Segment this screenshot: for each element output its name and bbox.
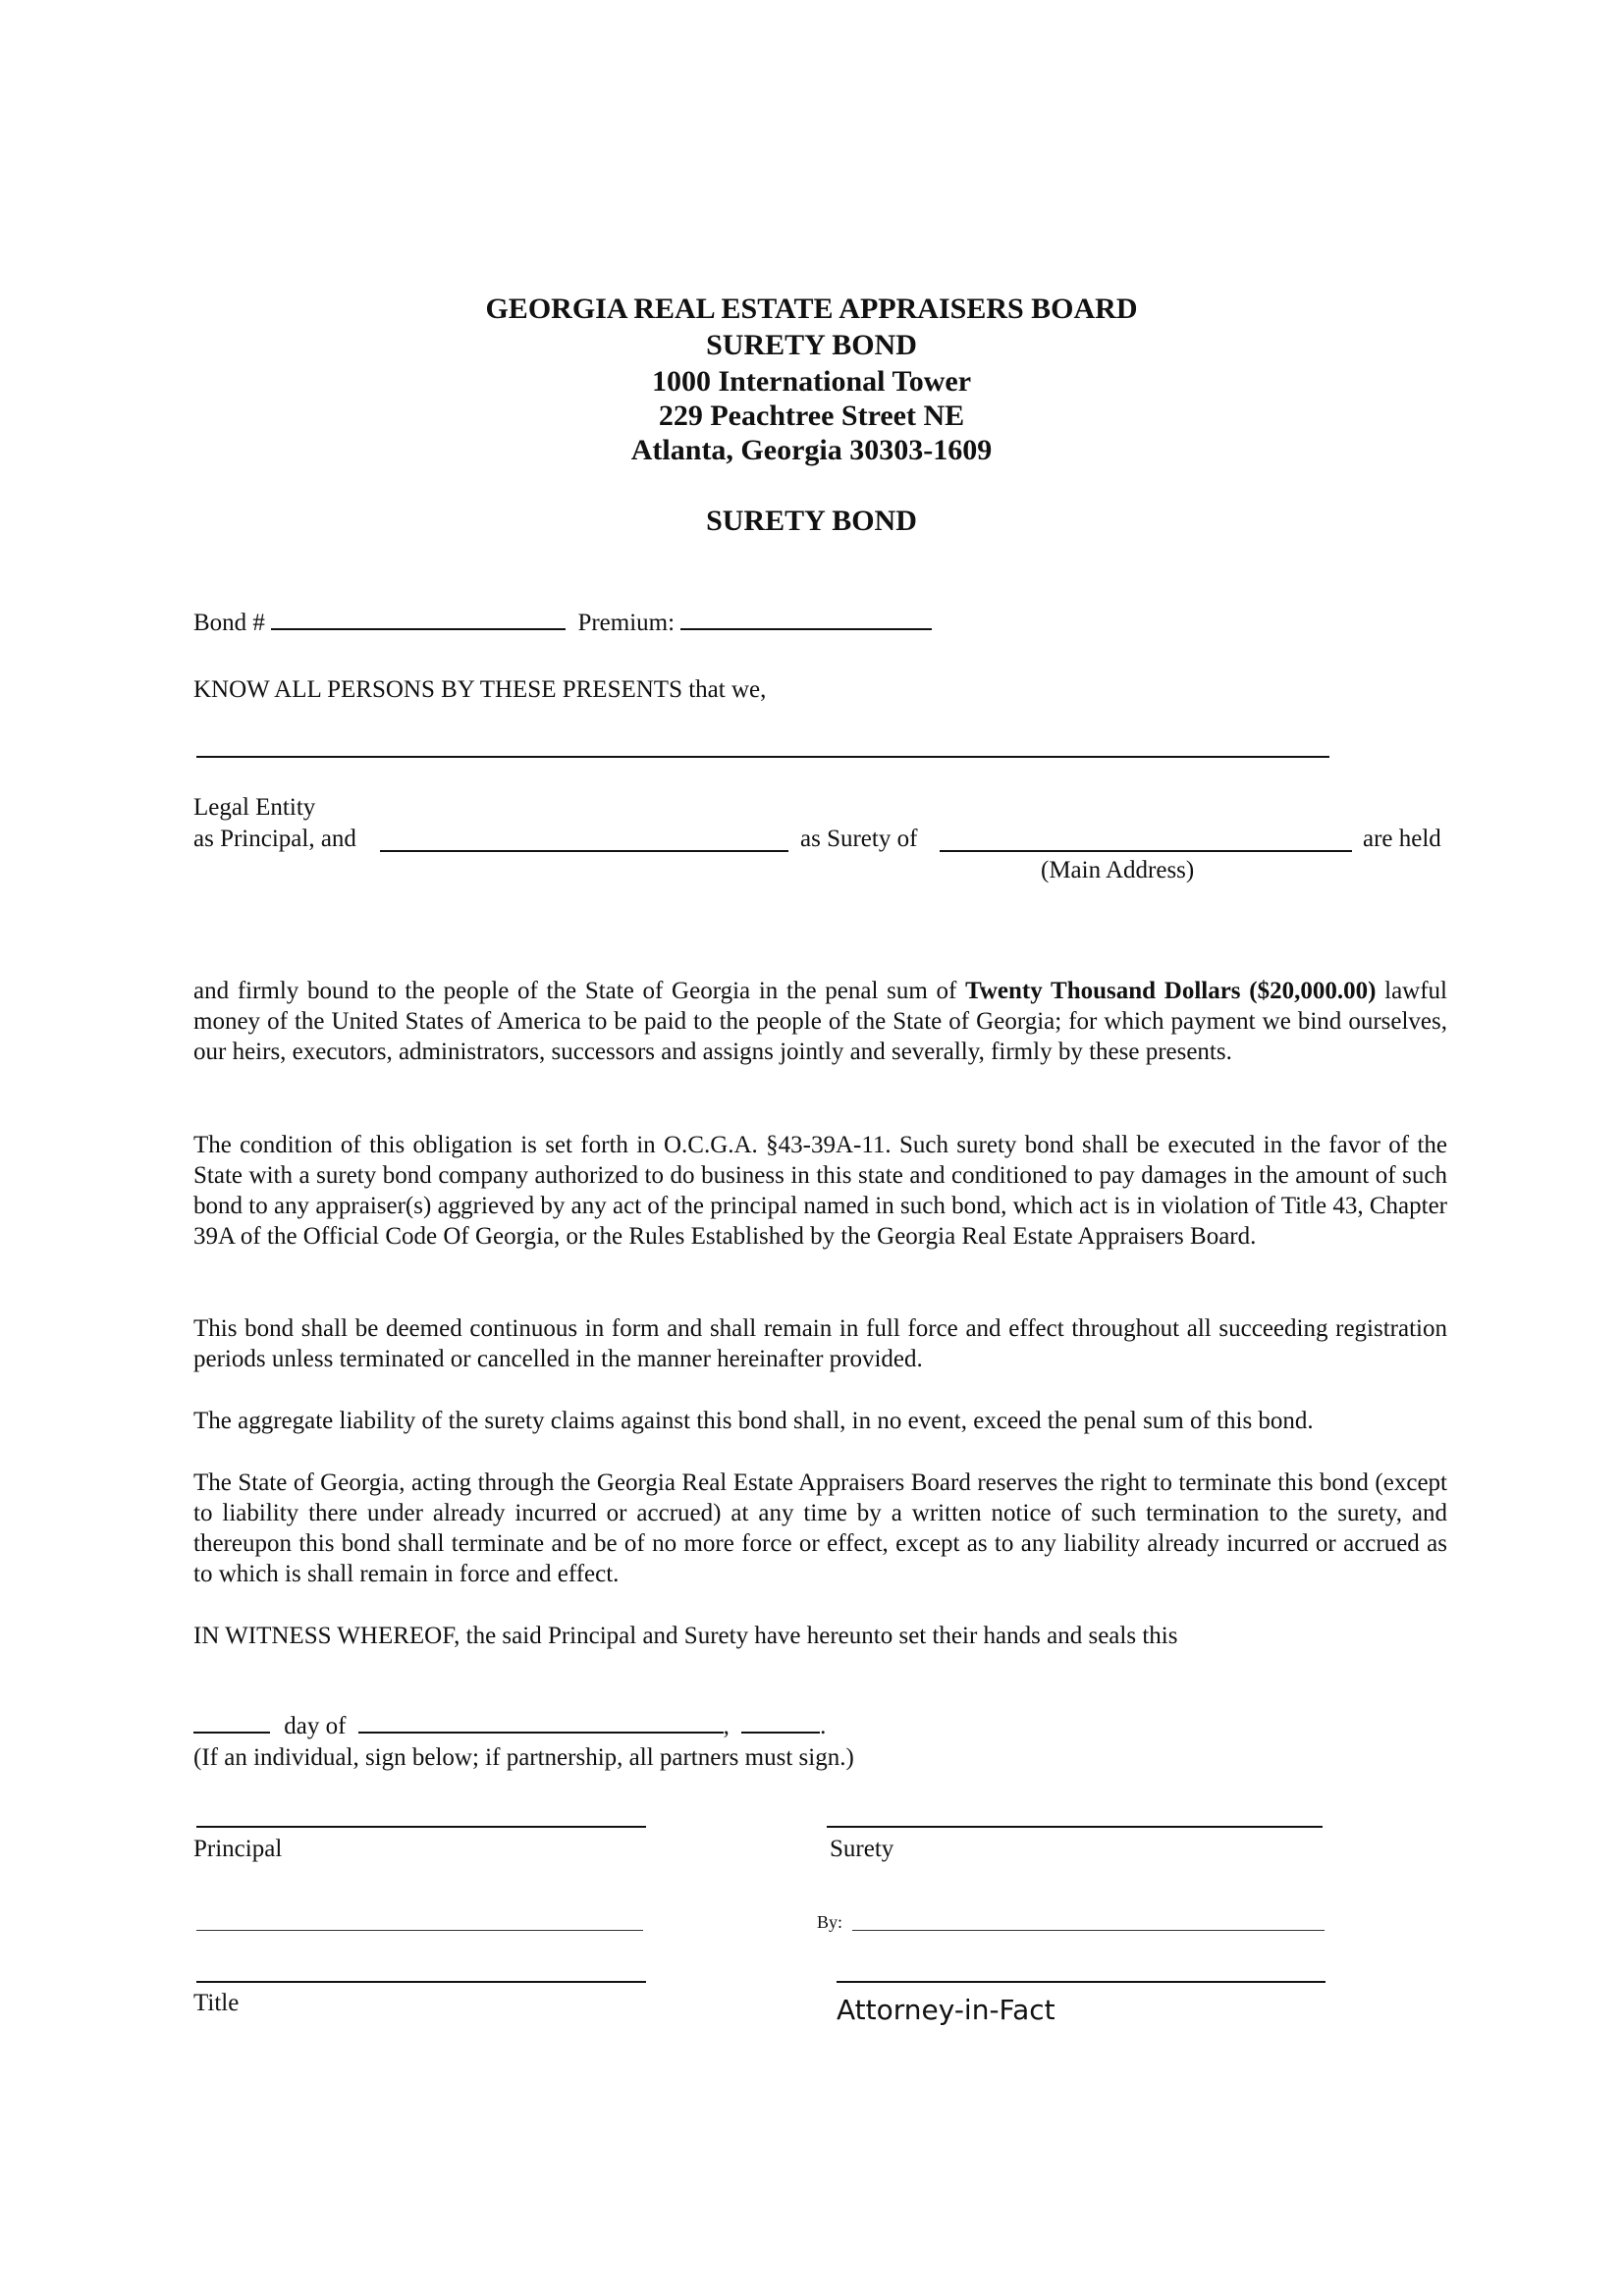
bond-number-blank[interactable] bbox=[271, 627, 566, 630]
paragraph-condition: The condition of this obligation is set forth in O.C.G.A. §43-39A-11. Such surety bond shall be executed in the favor of the State with a surety bond company authorized to do business in this state and conditioned to pay damages in the amount of such bond to any appraiser(s) aggrieved by any act of the principal named in such bond, which act is in violation of Title 43, Chapter 39A of the Official Code Of Georgia, or the Rules Established by the Georgia Real Estate Appraisers Board. bbox=[193, 1132, 1447, 1250]
surety-signature-line[interactable] bbox=[827, 1826, 1323, 1828]
penal-sum-amount: Twenty Thousand Dollars ($20,000.00) bbox=[965, 978, 1377, 1004]
premium-blank[interactable] bbox=[680, 627, 932, 630]
paragraph-penal-sum bbox=[193, 976, 1447, 1067]
title-line[interactable] bbox=[196, 1981, 646, 1983]
form-name: SURETY BOND bbox=[706, 329, 917, 361]
by-signature-line[interactable] bbox=[852, 1930, 1325, 1931]
surety-label: Surety bbox=[830, 1836, 894, 1862]
know-all-persons: KNOW ALL PERSONS BY THESE PRESENTS that we, bbox=[193, 676, 767, 703]
year-blank[interactable] bbox=[741, 1731, 820, 1734]
title-label: Title bbox=[193, 1990, 240, 2016]
board-name: GEORGIA REAL ESTATE APPRAISERS BOARD bbox=[485, 293, 1138, 325]
attorney-in-fact-label: Attorney-in-Fact bbox=[837, 1994, 1055, 2026]
premium-label: Premium: bbox=[577, 610, 676, 636]
bond-number-row bbox=[193, 611, 932, 635]
address-line-1: 1000 International Tower bbox=[651, 365, 972, 398]
penal-sum-text-b: lawful money of the United States of America to be paid to the people of the State of Georgia; for which payment we bind ourselves, our heirs, executors, administrators, successors and assigns jointly and severally, firmly by these presents. bbox=[193, 978, 1447, 1065]
legal-entity-label: Legal Entity bbox=[193, 794, 316, 821]
day-blank[interactable] bbox=[193, 1731, 270, 1734]
date-row bbox=[193, 1714, 826, 1738]
are-held-label: are held bbox=[1363, 826, 1441, 852]
paragraph-termination: The State of Georgia, acting through the Georgia Real Estate Appraisers Board reserves the right to terminate this bond (except to liability there under already incurred or accrued) at any time by a written notice of such termination to the surety, and thereupon this bond shall terminate and be of no more force or effect, except as to any liability already incurred or accrued as to which is shall remain in force and effect. bbox=[193, 1469, 1447, 1587]
date-comma: , bbox=[723, 1713, 730, 1739]
address-line-2: 229 Peachtree Street NE bbox=[658, 400, 965, 432]
as-principal-label: as Principal, and bbox=[193, 826, 356, 852]
address-line-3: Atlanta, Georgia 30303-1609 bbox=[630, 434, 993, 466]
bond-number-label: Bond # bbox=[193, 610, 265, 636]
principal-printed-name-line[interactable] bbox=[196, 1930, 643, 1931]
main-address-blank[interactable] bbox=[940, 850, 1352, 852]
attorney-in-fact-line[interactable] bbox=[837, 1981, 1325, 1983]
penal-sum-text-a: and firmly bound to the people of the State of Georgia in the penal sum of bbox=[193, 978, 966, 1004]
paragraph-aggregate-liability: The aggregate liability of the surety claims against this bond shall, in no event, exceed the penal sum of this bond. bbox=[193, 1408, 1314, 1434]
document-title: SURETY BOND bbox=[706, 505, 917, 537]
month-blank[interactable] bbox=[358, 1731, 724, 1734]
principal-signature-line[interactable] bbox=[196, 1826, 646, 1828]
paragraph-continuous: This bond shall be deemed continuous in form and shall remain in full force and effect throughout all succeeding registration periods unless terminated or cancelled in the manner hereinafter provided. bbox=[193, 1315, 1447, 1372]
signing-instruction: (If an individual, sign below; if partnership, all partners must sign.) bbox=[193, 1744, 854, 1771]
date-period: . bbox=[820, 1713, 827, 1739]
day-of-label: day of bbox=[284, 1713, 347, 1739]
by-label: By: bbox=[817, 1912, 843, 1932]
main-address-caption: (Main Address) bbox=[1041, 857, 1195, 883]
surety-name-blank[interactable] bbox=[380, 850, 788, 852]
principal-name-blank[interactable] bbox=[196, 756, 1329, 758]
paragraph-witness: IN WITNESS WHEREOF, the said Principal and Surety have hereunto set their hands and seals this bbox=[193, 1623, 1178, 1649]
as-surety-of-label: as Surety of bbox=[800, 826, 918, 852]
principal-label: Principal bbox=[193, 1836, 283, 1862]
